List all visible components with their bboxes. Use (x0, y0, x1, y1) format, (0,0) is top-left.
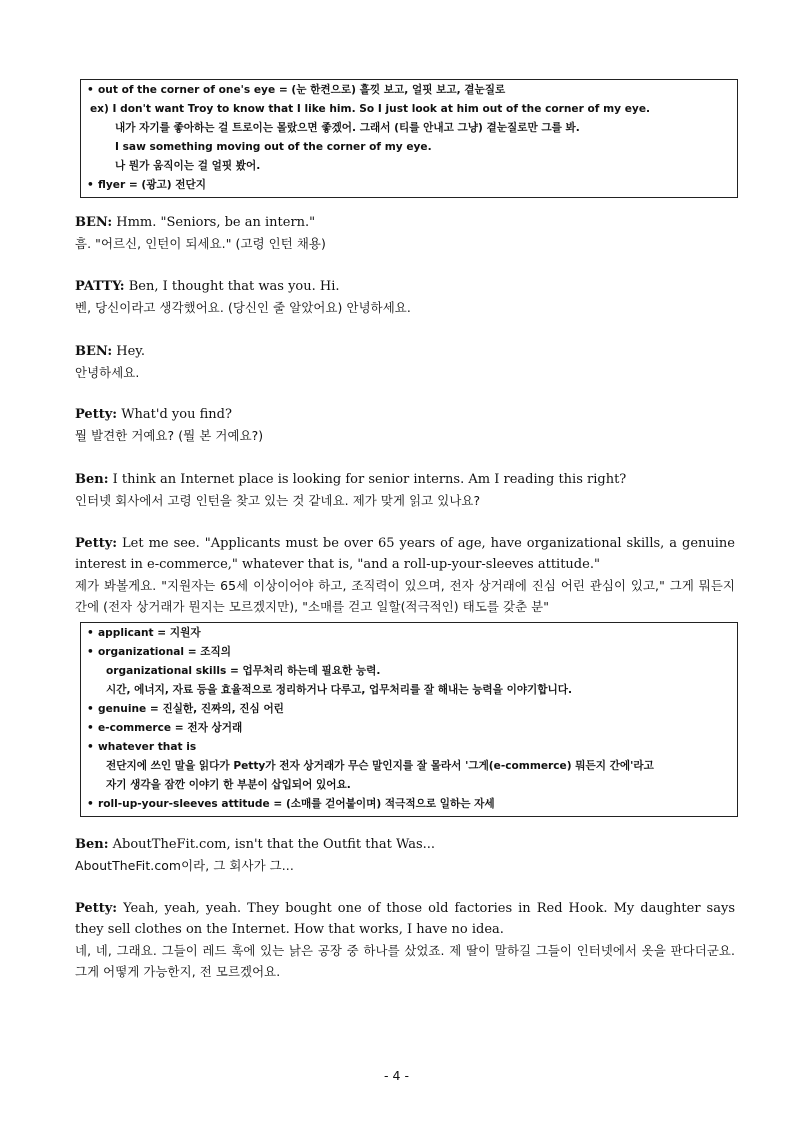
korean-translation: 벤, 당신이라고 생각했어요. (당신인 줄 알았어요) 안녕하세요. (75, 300, 411, 315)
dialog-line-patty (75, 276, 735, 318)
speaker-name: BEN: (75, 215, 113, 230)
english-text: Hey. (112, 344, 146, 359)
dialog-line-petty (75, 533, 735, 617)
vocab-entry: • genuine = 진실한, 진짜의, 진심 어린 (87, 700, 737, 719)
speaker-name: Petty: (75, 901, 118, 916)
korean-translation: 제가 봐볼게요. "지원자는 65세 이상이어야 하고, 조직력이 있으며, 전자 상거래에 진심 어린 관심이 있고," 그게 뭐든지 간에 (전자 상거래가 뭔지는 모르겠지만), "소매를 걷고 일할(적극적인) 태도를 갖춘 분" (75, 578, 735, 614)
korean-translation: 안녕하세요. (75, 365, 140, 380)
vocab-entry: • out of the corner of one's eye = (눈 한켠으로) 흘낏 보고, 얼핏 보고, 곁눈질로 (87, 81, 737, 100)
vocab-entry: • organizational = 조직의 (87, 643, 737, 662)
korean-translation: 흠. "어르신, 인턴이 되세요." (고령 인턴 채용) (75, 236, 326, 251)
korean-translation: 네, 네, 그래요. 그들이 레드 훅에 있는 낡은 공장 중 하나를 샀었죠. 제 딸이 말하길 그들이 인터넷에서 옷을 판다더군요. 그게 어떻게 가능한지, 전 모르겠어요. (75, 943, 735, 979)
vocab-box-1 (80, 79, 738, 198)
korean-translation: 인터넷 회사에서 고령 인턴을 찾고 있는 것 같네요. 제가 맞게 읽고 있나요? (75, 493, 481, 508)
vocab-entry: • e-commerce = 전자 상거래 (87, 719, 737, 738)
speaker-name: Ben: (75, 837, 109, 852)
dialog-line-petty (75, 404, 735, 446)
english-text: Yeah, yeah, yeah. They bought one of those old factories in Red Hook. My daughter says they sell clothes on the Internet. How that works, I have no idea. (75, 901, 735, 937)
vocab-example-translation: 나 뭔가 움직이는 걸 얼핏 봤어. (115, 160, 261, 172)
english-line (75, 276, 735, 297)
vocab-explanation: organizational skills = 업무처리 하는데 필요한 능력. (106, 665, 381, 677)
vocab-box-2 (80, 622, 738, 817)
english-line (75, 898, 735, 940)
english-text: AboutTheFit.com, isn't that the Outfit that Was... (108, 837, 436, 852)
vocab-entry: • whatever that is (87, 738, 737, 757)
vocab-example-translation: 내가 자기를 좋아하는 걸 트로이는 몰랐으면 좋겠어. 그래서 (티를 안내고 그냥) 곁눈질로만 그를 봐. (115, 122, 580, 134)
vocab-example: I saw something moving out of the corner of my eye. (115, 141, 432, 153)
dialog-line-ben (75, 341, 735, 383)
english-line (75, 212, 735, 233)
english-line (75, 404, 735, 425)
dialog-line-ben (75, 834, 735, 876)
vocab-explanation: 자기 생각을 잠깐 이야기 한 부분이 삽입되어 있어요. (106, 779, 351, 791)
english-text: Hmm. "Seniors, be an intern." (112, 215, 316, 230)
speaker-name: BEN: (75, 344, 113, 359)
vocab-entry: • roll-up-your-sleeves attitude = (소매를 걷어붙이며) 적극적으로 일하는 자세 (87, 795, 737, 814)
speaker-name: Ben: (75, 472, 109, 487)
page-number: - 4 - (384, 1068, 409, 1083)
english-line (75, 469, 735, 490)
vocab-entry: • applicant = 지원자 (87, 624, 737, 643)
korean-translation: 뭘 발견한 거예요? (뭘 본 거예요?) (75, 428, 264, 443)
korean-translation: AboutTheFit.com이라, 그 회사가 그... (75, 858, 294, 873)
english-text: I think an Internet place is looking for senior interns. Am I reading this right? (108, 472, 627, 487)
dialog-line-petty (75, 898, 735, 982)
speaker-name: Petty: (75, 407, 118, 422)
vocab-explanation: 전단지에 쓰인 말을 읽다가 Petty가 전자 상거래가 무슨 말인지를 잘 몰라서 '그게(e-commerce) 뭐든지 간에'라고 (106, 760, 654, 772)
vocab-example: ex) I don't want Troy to know that I like him. So I just look at him out of the corner of my eye. (90, 103, 651, 115)
dialog-line-ben (75, 469, 735, 511)
speaker-name: PATTY: (75, 279, 125, 294)
english-line (75, 341, 735, 362)
english-text: What'd you find? (117, 407, 232, 422)
english-text: Ben, I thought that was you. Hi. (124, 279, 340, 294)
dialog-line-ben (75, 212, 735, 254)
speaker-name: Petty: (75, 536, 118, 551)
english-text: Let me see. "Applicants must be over 65 years of age, have organizational skills, a genuine interest in e-commerce," whatever that is, "and a roll-up-your-sleeves attitude." (75, 536, 735, 572)
english-line (75, 834, 735, 855)
vocab-explanation: 시간, 에너지, 자료 등을 효율적으로 정리하거나 다루고, 업무처리를 잘 해내는 능력을 이야기합니다. (106, 684, 573, 696)
english-line (75, 533, 735, 575)
vocab-entry: • flyer = (광고) 전단지 (87, 176, 737, 195)
